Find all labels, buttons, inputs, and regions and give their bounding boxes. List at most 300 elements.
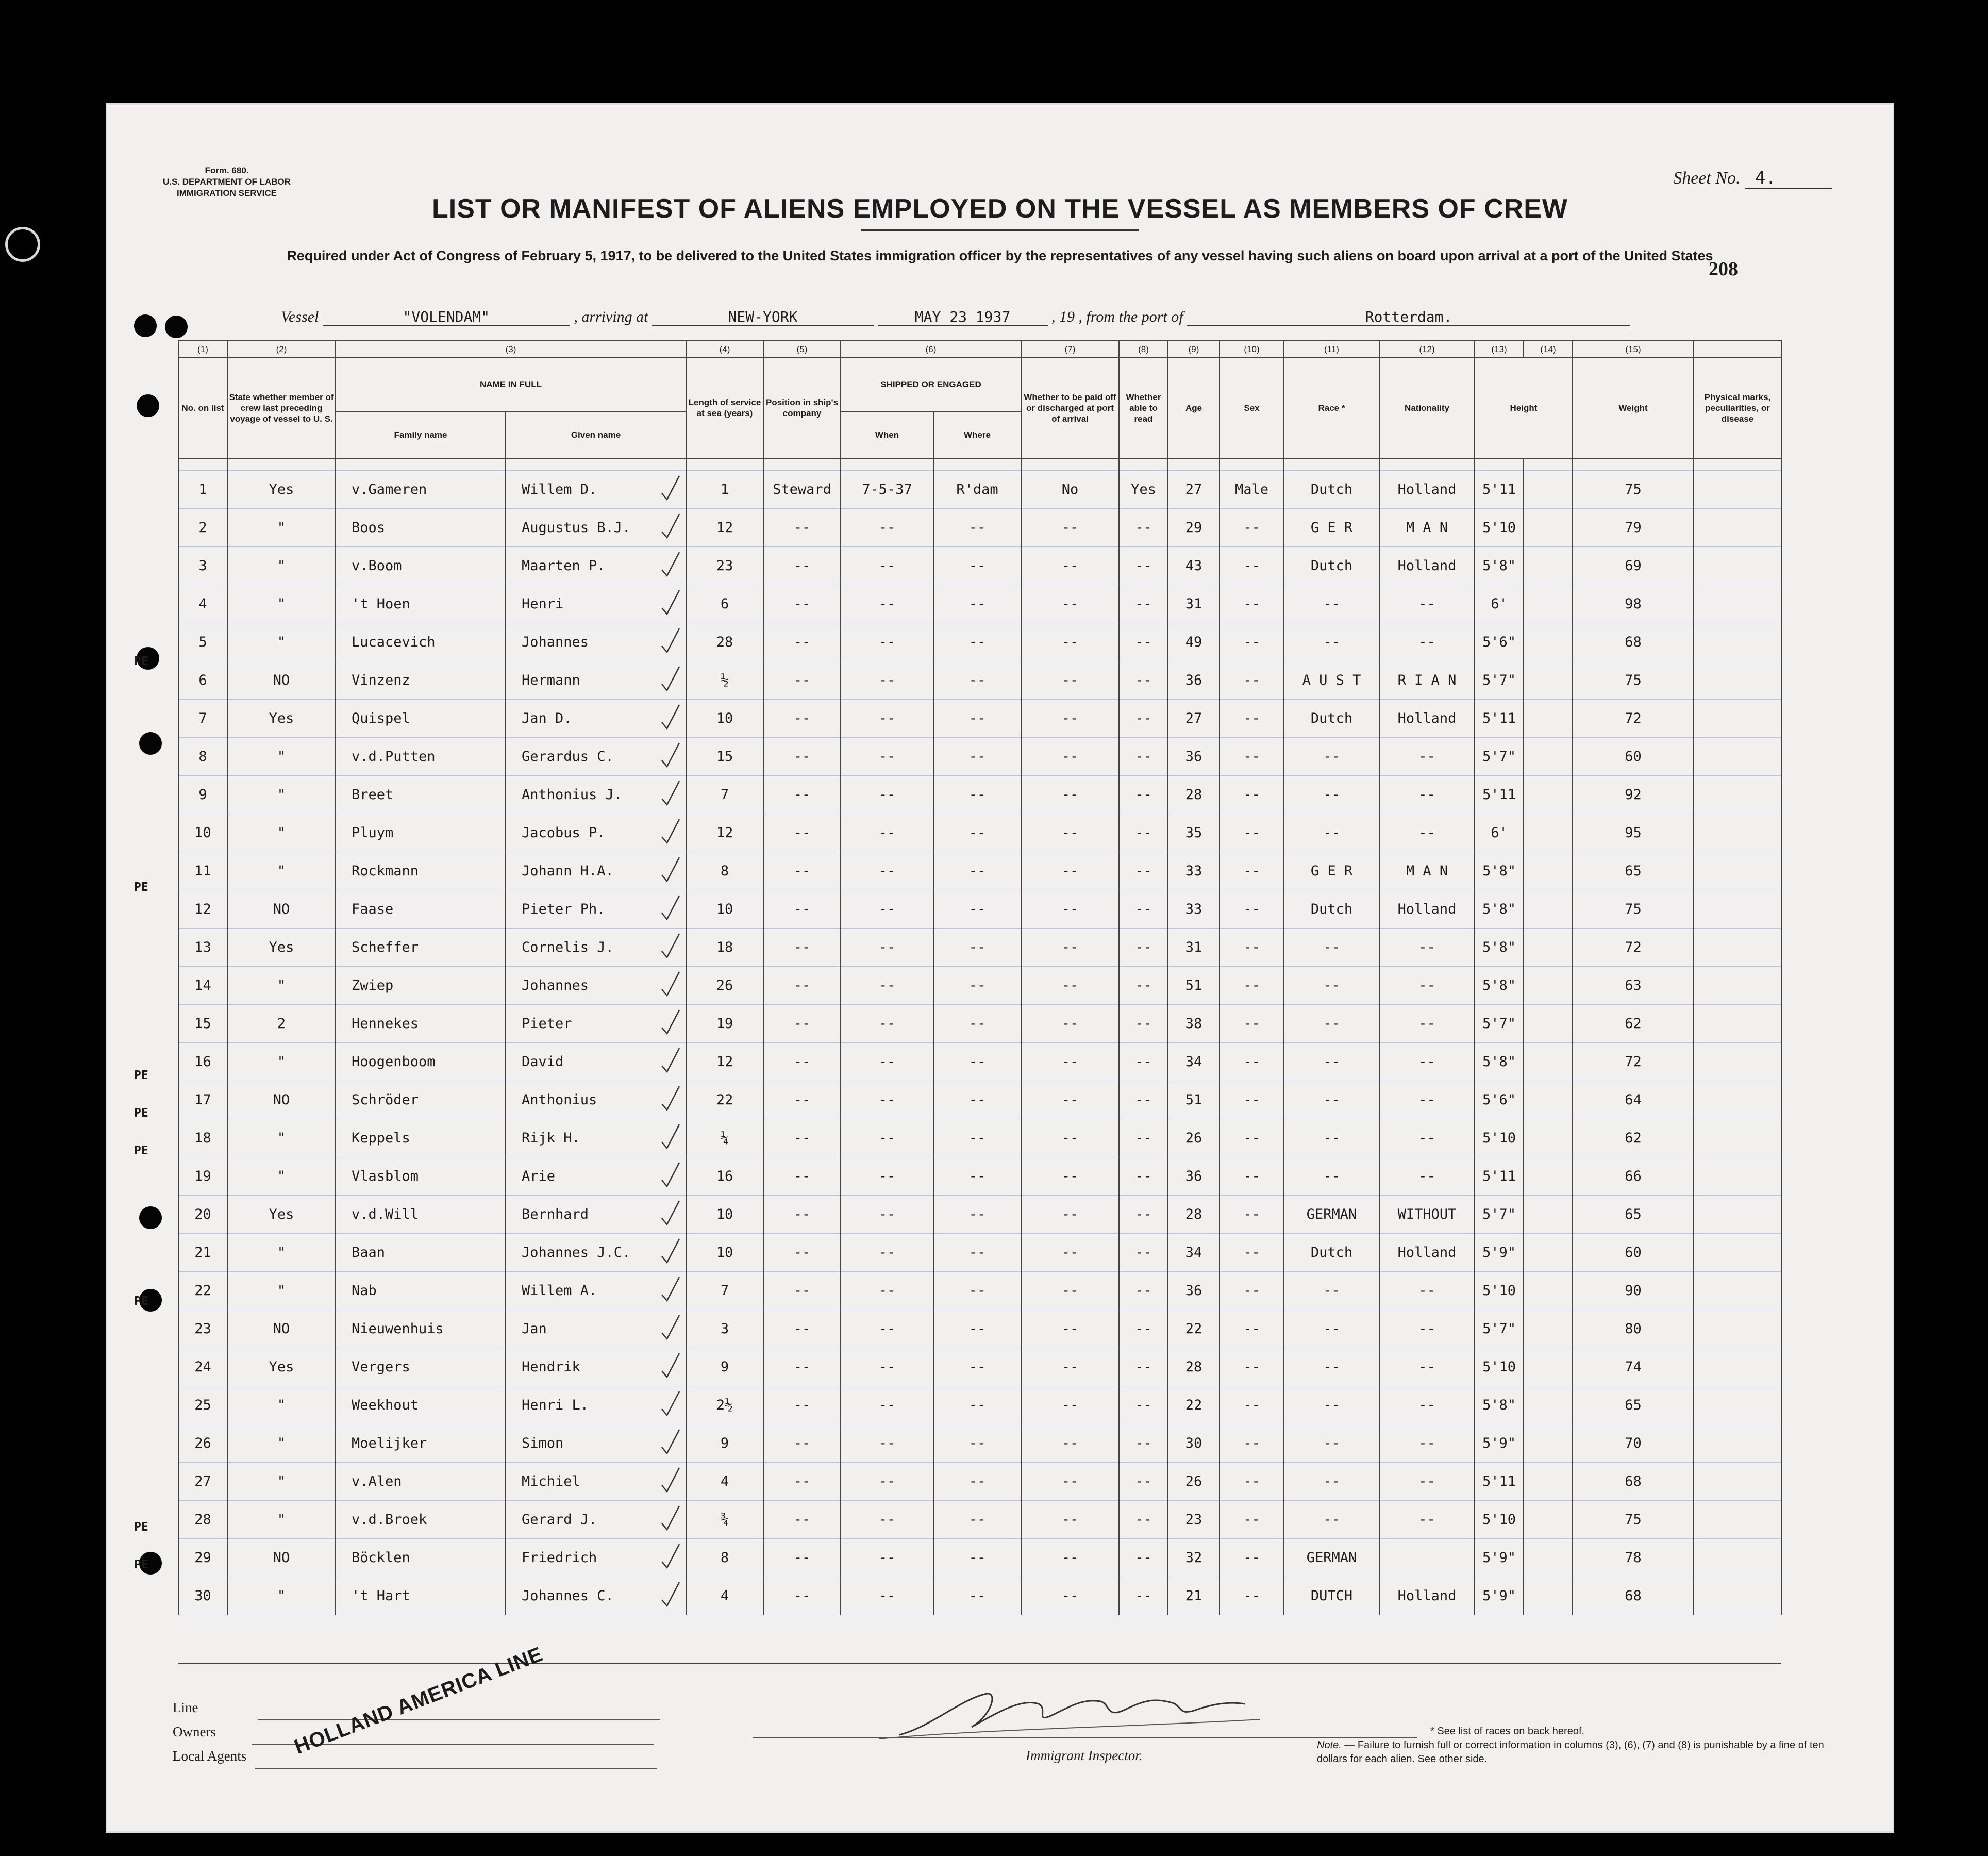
agents-label: Local Agents	[173, 1748, 247, 1764]
penalty-note	[1317, 1738, 1827, 1766]
manifest-sheet	[106, 103, 1894, 1833]
height-extra-cell	[1524, 661, 1573, 700]
shipped-where-cell: --	[933, 585, 1021, 623]
height-cell: 5'10	[1475, 1348, 1524, 1386]
age-cell: 35	[1168, 814, 1219, 852]
able-to-read-cell: --	[1119, 1310, 1168, 1348]
sex-cell: --	[1219, 1272, 1284, 1310]
col-num-8: (8)	[1119, 341, 1168, 357]
given-name-text: Friedrich	[522, 1550, 597, 1566]
col-num-remarks	[1694, 341, 1781, 357]
weight-cell: 65	[1573, 1386, 1694, 1424]
age-cell: 33	[1168, 890, 1219, 929]
table-row	[178, 738, 1781, 776]
given-name-cell	[506, 1348, 686, 1386]
able-to-read-cell: --	[1119, 1043, 1168, 1081]
state-whether-cell: "	[227, 1157, 336, 1196]
age-cell: 21	[1168, 1577, 1219, 1615]
position-cell: --	[763, 1424, 841, 1463]
spacer-cell	[686, 458, 763, 471]
row-number-cell: 1	[178, 471, 227, 509]
age-cell: 36	[1168, 1157, 1219, 1196]
row-number-cell: 21	[178, 1234, 227, 1272]
age-cell: 36	[1168, 661, 1219, 700]
given-name-cell	[506, 1463, 686, 1501]
header-nationality: Nationality	[1379, 357, 1475, 458]
race-cell: A U S T	[1284, 661, 1379, 700]
sex-cell: --	[1219, 1348, 1284, 1386]
length-of-service-cell: 10	[686, 890, 763, 929]
holland-america-line-stamp: HOLLAND AMERICA LINE	[291, 1643, 546, 1759]
able-to-read-cell: --	[1119, 1272, 1168, 1310]
from-port-label: , from the port of	[1078, 308, 1183, 325]
race-cell: --	[1284, 1043, 1379, 1081]
spacer-cell	[841, 458, 933, 471]
physical-marks-cell	[1694, 623, 1781, 661]
shipped-when-cell: --	[841, 929, 933, 967]
age-cell: 23	[1168, 1501, 1219, 1539]
shipped-when-cell: --	[841, 623, 933, 661]
given-name-cell	[506, 967, 686, 1005]
shipped-where-cell: --	[933, 1386, 1021, 1424]
note-text: — Failure to furnish full or correct information in columns (3), (6), (7) and (8) is punishable by a fine of ten dollars for each alien. See other side.	[1317, 1739, 1824, 1765]
state-whether-cell: "	[227, 1272, 336, 1310]
row-number-cell: 14	[178, 967, 227, 1005]
given-name-cell	[506, 814, 686, 852]
race-cell: G E R	[1284, 509, 1379, 547]
family-name-cell: Boos	[336, 509, 506, 547]
height-extra-cell	[1524, 738, 1573, 776]
given-name-text: Henri	[522, 596, 564, 612]
nationality-cell: --	[1379, 776, 1475, 814]
age-cell: 43	[1168, 547, 1219, 585]
row-number-cell: 29	[178, 1539, 227, 1577]
able-to-read-cell: --	[1119, 1119, 1168, 1157]
col-num-3: (3)	[336, 341, 686, 357]
nationality-cell: --	[1379, 1501, 1475, 1539]
table-row	[178, 967, 1781, 1005]
family-name-cell: 't Hoen	[336, 585, 506, 623]
spacer-cell	[763, 458, 841, 471]
arrival-date: MAY 23 1937	[878, 308, 1048, 326]
given-name-text: Augustus B.J.	[522, 520, 631, 536]
given-name-text: Michiel	[522, 1473, 580, 1489]
given-name-cell	[506, 890, 686, 929]
given-name-text: Johannes	[522, 977, 589, 993]
footer-note	[1317, 1725, 1827, 1766]
paid-off-cell: --	[1021, 852, 1119, 890]
shipped-when-cell: --	[841, 1005, 933, 1043]
sex-cell: --	[1219, 1463, 1284, 1501]
sex-cell: --	[1219, 509, 1284, 547]
column-number-row	[178, 341, 1781, 357]
physical-marks-cell	[1694, 1463, 1781, 1501]
table-row	[178, 1157, 1781, 1196]
given-name-cell	[506, 1043, 686, 1081]
form-number: Form. 680.	[205, 165, 249, 175]
table-row	[178, 1272, 1781, 1310]
family-name-cell: v.d.Will	[336, 1196, 506, 1234]
table-row	[178, 1386, 1781, 1424]
table-row	[178, 623, 1781, 661]
height-extra-cell	[1524, 1005, 1573, 1043]
race-cell: --	[1284, 1310, 1379, 1348]
punch-hole	[137, 394, 159, 417]
height-extra-cell	[1524, 1577, 1573, 1615]
table-row	[178, 1196, 1781, 1234]
punch-hole	[165, 316, 188, 338]
age-cell: 49	[1168, 623, 1219, 661]
spacer-cell	[1021, 458, 1119, 471]
able-to-read-cell: --	[1119, 700, 1168, 738]
row-number-cell: 20	[178, 1196, 227, 1234]
sex-cell: --	[1219, 1539, 1284, 1577]
given-name-cell	[506, 1119, 686, 1157]
age-cell: 28	[1168, 1196, 1219, 1234]
nationality-cell: --	[1379, 1310, 1475, 1348]
col-num-9: (9)	[1168, 341, 1219, 357]
family-name-cell: 't Hart	[336, 1577, 506, 1615]
sheet-number-value: 4.	[1745, 168, 1832, 189]
given-name-text: Cornelis J.	[522, 939, 614, 955]
header-sex: Sex	[1219, 357, 1284, 458]
position-cell: --	[763, 1348, 841, 1386]
height-extra-cell	[1524, 1119, 1573, 1157]
state-whether-cell: "	[227, 852, 336, 890]
physical-marks-cell	[1694, 1348, 1781, 1386]
age-cell: 27	[1168, 700, 1219, 738]
col-num-5: (5)	[763, 341, 841, 357]
shipped-when-cell: --	[841, 661, 933, 700]
given-name-cell	[506, 738, 686, 776]
nationality-cell: Holland	[1379, 1577, 1475, 1615]
weight-cell: 72	[1573, 929, 1694, 967]
age-cell: 38	[1168, 1005, 1219, 1043]
punch-hole	[139, 1206, 162, 1229]
able-to-read-cell: --	[1119, 1577, 1168, 1615]
family-name-cell: Hennekes	[336, 1005, 506, 1043]
binder-hole	[5, 227, 40, 262]
table-row	[178, 1539, 1781, 1577]
paid-off-cell: --	[1021, 967, 1119, 1005]
shipped-where-cell: --	[933, 700, 1021, 738]
shipped-when-cell: --	[841, 1043, 933, 1081]
sex-cell: --	[1219, 1386, 1284, 1424]
age-cell: 34	[1168, 1043, 1219, 1081]
position-cell: --	[763, 661, 841, 700]
punch-hole	[134, 314, 157, 337]
given-name-text: Simon	[522, 1435, 564, 1451]
col-num-2: (2)	[227, 341, 336, 357]
position-cell: --	[763, 623, 841, 661]
weight-cell: 65	[1573, 1196, 1694, 1234]
spacer-cell	[1119, 458, 1168, 471]
shipped-where-cell: --	[933, 967, 1021, 1005]
paid-off-cell: --	[1021, 1234, 1119, 1272]
height-cell: 5'7"	[1475, 1310, 1524, 1348]
position-cell: --	[763, 852, 841, 890]
arriving-port: NEW-YORK	[652, 308, 874, 326]
shipped-where-cell: --	[933, 852, 1021, 890]
height-cell: 5'9"	[1475, 1234, 1524, 1272]
nationality-cell: Holland	[1379, 1234, 1475, 1272]
height-cell: 5'8"	[1475, 1386, 1524, 1424]
able-to-read-cell: --	[1119, 1501, 1168, 1539]
shipped-where-cell: --	[933, 1310, 1021, 1348]
able-to-read-cell: --	[1119, 890, 1168, 929]
family-name-cell: Pluym	[336, 814, 506, 852]
checkmark-icon	[660, 1466, 680, 1494]
shipped-where-cell: --	[933, 1348, 1021, 1386]
height-extra-cell	[1524, 852, 1573, 890]
sheet-number-label: Sheet No.	[1673, 169, 1741, 188]
able-to-read-cell: --	[1119, 1081, 1168, 1119]
height-cell: 5'7"	[1475, 1196, 1524, 1234]
pe-margin-mark: PE	[134, 881, 148, 894]
nationality-cell: --	[1379, 1348, 1475, 1386]
able-to-read-cell: --	[1119, 661, 1168, 700]
height-extra-cell	[1524, 700, 1573, 738]
given-name-text: Johannes	[522, 634, 589, 650]
position-cell: --	[763, 776, 841, 814]
sex-cell: Male	[1219, 471, 1284, 509]
row-number-cell: 18	[178, 1119, 227, 1157]
height-extra-cell	[1524, 929, 1573, 967]
checkmark-icon	[660, 703, 680, 731]
sex-cell: --	[1219, 700, 1284, 738]
length-of-service-cell: ¾	[686, 1501, 763, 1539]
sex-cell: --	[1219, 1196, 1284, 1234]
position-cell: --	[763, 814, 841, 852]
table-row	[178, 1043, 1781, 1081]
row-number-cell: 19	[178, 1157, 227, 1196]
height-cell: 5'9"	[1475, 1577, 1524, 1615]
race-cell: --	[1284, 1348, 1379, 1386]
paid-off-cell: --	[1021, 1119, 1119, 1157]
height-extra-cell	[1524, 509, 1573, 547]
state-whether-cell: "	[227, 1043, 336, 1081]
year-label: , 19	[1051, 308, 1075, 325]
row-number-cell: 24	[178, 1348, 227, 1386]
family-name-cell: Nab	[336, 1272, 506, 1310]
col-num-14: (14)	[1524, 341, 1573, 357]
height-cell: 5'8"	[1475, 967, 1524, 1005]
position-cell: --	[763, 1119, 841, 1157]
state-whether-cell: "	[227, 1119, 336, 1157]
table-row	[178, 661, 1781, 700]
note-prefix: Note.	[1317, 1739, 1342, 1751]
paid-off-cell: --	[1021, 1577, 1119, 1615]
checkmark-icon	[660, 817, 680, 846]
nationality-cell: Holland	[1379, 890, 1475, 929]
sex-cell: --	[1219, 1424, 1284, 1463]
weight-cell: 75	[1573, 1501, 1694, 1539]
shipped-where-cell: --	[933, 1005, 1021, 1043]
table-bottom-rule	[178, 1663, 1781, 1664]
given-name-cell	[506, 1081, 686, 1119]
row-number-cell: 7	[178, 700, 227, 738]
physical-marks-cell	[1694, 1386, 1781, 1424]
shipped-when-cell: --	[841, 1310, 933, 1348]
given-name-text: Rijk H.	[522, 1130, 580, 1146]
physical-marks-cell	[1694, 1577, 1781, 1615]
table-row	[178, 1310, 1781, 1348]
checkmark-icon	[660, 970, 680, 998]
checkmark-icon	[660, 1542, 680, 1570]
shipped-where-cell: --	[933, 1501, 1021, 1539]
height-extra-cell	[1524, 1463, 1573, 1501]
position-cell: Steward	[763, 471, 841, 509]
shipped-where-cell: --	[933, 890, 1021, 929]
weight-cell: 68	[1573, 623, 1694, 661]
header-when: When	[841, 412, 933, 458]
nationality-cell: Holland	[1379, 547, 1475, 585]
checkmark-icon	[660, 1084, 680, 1113]
given-name-text: Willem D.	[522, 482, 597, 498]
given-name-cell	[506, 1386, 686, 1424]
race-cell: Dutch	[1284, 890, 1379, 929]
header-weight: Weight	[1573, 357, 1694, 458]
family-name-cell: Scheffer	[336, 929, 506, 967]
shipped-when-cell: --	[841, 585, 933, 623]
weight-cell: 79	[1573, 509, 1694, 547]
state-whether-cell: NO	[227, 1081, 336, 1119]
given-name-text: Willem A.	[522, 1283, 597, 1299]
paid-off-cell: --	[1021, 585, 1119, 623]
table-row	[178, 852, 1781, 890]
row-number-cell: 8	[178, 738, 227, 776]
shipped-when-cell: --	[841, 1424, 933, 1463]
position-cell: --	[763, 1539, 841, 1577]
nationality-cell: --	[1379, 1157, 1475, 1196]
family-name-cell: Baan	[336, 1234, 506, 1272]
physical-marks-cell	[1694, 1043, 1781, 1081]
state-whether-cell: "	[227, 776, 336, 814]
height-extra-cell	[1524, 1043, 1573, 1081]
age-cell: 51	[1168, 967, 1219, 1005]
shipped-where-cell: --	[933, 814, 1021, 852]
length-of-service-cell: 12	[686, 1043, 763, 1081]
height-cell: 5'9"	[1475, 1539, 1524, 1577]
pe-margin-mark: PE	[134, 1069, 148, 1082]
inspector-label: Immigrant Inspector.	[1026, 1748, 1143, 1763]
able-to-read-cell: --	[1119, 1196, 1168, 1234]
row-number-cell: 3	[178, 547, 227, 585]
header-name-in-full: NAME IN FULL	[336, 357, 686, 412]
agents-field	[173, 1745, 660, 1769]
row-number-cell: 12	[178, 890, 227, 929]
length-of-service-cell: 8	[686, 1539, 763, 1577]
table-row	[178, 700, 1781, 738]
given-name-cell	[506, 623, 686, 661]
physical-marks-cell	[1694, 1081, 1781, 1119]
family-name-cell: v.Gameren	[336, 471, 506, 509]
table-row	[178, 1005, 1781, 1043]
sex-cell: --	[1219, 929, 1284, 967]
given-name-cell	[506, 1005, 686, 1043]
physical-marks-cell	[1694, 776, 1781, 814]
position-cell: --	[763, 1310, 841, 1348]
given-name-text: Hermann	[522, 672, 580, 688]
family-name-cell: v.Alen	[336, 1463, 506, 1501]
weight-cell: 75	[1573, 471, 1694, 509]
weight-cell: 66	[1573, 1157, 1694, 1196]
sex-cell: --	[1219, 814, 1284, 852]
height-extra-cell	[1524, 1157, 1573, 1196]
height-extra-cell	[1524, 1386, 1573, 1424]
nationality-cell: --	[1379, 1386, 1475, 1424]
shipped-when-cell: --	[841, 1348, 933, 1386]
paid-off-cell: --	[1021, 776, 1119, 814]
state-whether-cell: Yes	[227, 929, 336, 967]
state-whether-cell: "	[227, 738, 336, 776]
able-to-read-cell: Yes	[1119, 471, 1168, 509]
height-cell: 5'7"	[1475, 738, 1524, 776]
row-number-cell: 2	[178, 509, 227, 547]
height-cell: 5'10	[1475, 1501, 1524, 1539]
race-cell: --	[1284, 1005, 1379, 1043]
checkmark-icon	[660, 550, 680, 578]
able-to-read-cell: --	[1119, 738, 1168, 776]
paid-off-cell: --	[1021, 1157, 1119, 1196]
nationality-cell	[1379, 1539, 1475, 1577]
paid-off-cell: --	[1021, 1348, 1119, 1386]
age-cell: 31	[1168, 929, 1219, 967]
race-cell: GERMAN	[1284, 1196, 1379, 1234]
row-number-cell: 9	[178, 776, 227, 814]
weight-cell: 69	[1573, 547, 1694, 585]
height-cell: 5'9"	[1475, 1424, 1524, 1463]
weight-cell: 75	[1573, 890, 1694, 929]
nationality-cell: R I A N	[1379, 661, 1475, 700]
given-name-cell	[506, 509, 686, 547]
checkmark-icon	[660, 588, 680, 617]
checkmark-icon	[660, 1008, 680, 1036]
checkmark-icon	[660, 1199, 680, 1227]
height-extra-cell	[1524, 547, 1573, 585]
given-name-text: Henri L.	[522, 1397, 589, 1413]
table-row	[178, 1463, 1781, 1501]
physical-marks-cell	[1694, 1234, 1781, 1272]
pe-margin-mark: PE	[134, 1106, 148, 1120]
paid-off-cell: --	[1021, 1463, 1119, 1501]
checkmark-icon	[660, 1237, 680, 1265]
family-name-cell: Vinzenz	[336, 661, 506, 700]
sex-cell: --	[1219, 585, 1284, 623]
given-name-text: Anthonius J.	[522, 787, 623, 803]
state-whether-cell: "	[227, 1463, 336, 1501]
shipped-when-cell: --	[841, 852, 933, 890]
header-paid-off: Whether to be paid off or discharged at port of arrival	[1021, 357, 1119, 458]
checkmark-icon	[660, 1046, 680, 1074]
state-whether-cell: Yes	[227, 700, 336, 738]
paid-off-cell: --	[1021, 929, 1119, 967]
race-cell: --	[1284, 1272, 1379, 1310]
family-name-cell: v.d.Broek	[336, 1501, 506, 1539]
shipped-where-cell: --	[933, 738, 1021, 776]
age-cell: 26	[1168, 1463, 1219, 1501]
row-number-cell: 16	[178, 1043, 227, 1081]
state-whether-cell: Yes	[227, 471, 336, 509]
height-cell: 5'6"	[1475, 623, 1524, 661]
position-cell: --	[763, 1234, 841, 1272]
race-cell: --	[1284, 738, 1379, 776]
sex-cell: --	[1219, 776, 1284, 814]
given-name-cell	[506, 1196, 686, 1234]
race-cell: --	[1284, 1386, 1379, 1424]
length-of-service-cell: 10	[686, 700, 763, 738]
physical-marks-cell	[1694, 967, 1781, 1005]
